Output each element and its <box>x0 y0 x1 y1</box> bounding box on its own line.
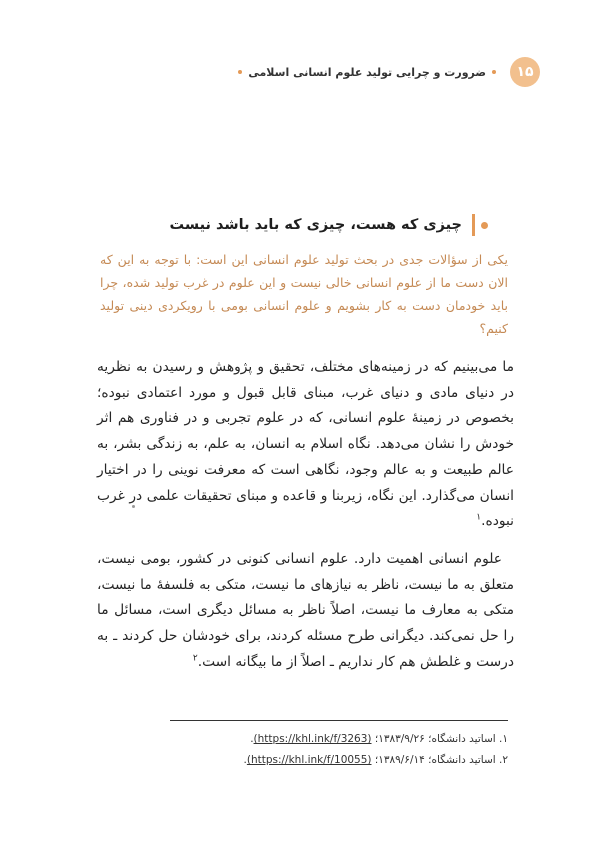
footnote-ref-2[interactable]: ۲ <box>192 653 198 664</box>
body-paragraph-2-text: علوم انسانی اهمیت دارد. علوم انسانی کنونی در کشور، بومی نیست، متعلق به ما نیست، ناظر به نیازهای ما نیست، متکی به فلسفهٔ ما نیست، متکی به معارف ما نیست، اصلاً ناظر به مسائل دیگری است، مسائل ما را حل نمی‌کند. دیگرانی طرح مسئله کردند، برای خودشان حل کردند ـ به درست و غلطش هم کار نداریم ـ اصلاً از ما بیگانه است. <box>97 551 514 670</box>
footnote-2-suffix: . <box>243 754 247 766</box>
footnote-1-prefix: ۱. اساتید دانشگاه؛ ۱۳۸۳/۹/۲۶؛ <box>374 733 508 745</box>
footnote-1 <box>150 730 508 748</box>
footnote-divider <box>170 720 508 721</box>
header-dot-right <box>492 70 496 74</box>
header-dot-left <box>238 70 242 74</box>
body-paragraph-1 <box>97 355 514 535</box>
running-title: ضرورت و چرایی تولید علوم انسانی اسلامی <box>248 65 486 79</box>
running-header <box>80 58 540 86</box>
footnote-2-link[interactable]: (https://khl.ink/f/10055) <box>246 754 372 766</box>
heading-bullet-icon <box>481 222 488 229</box>
body-paragraph-2 <box>97 547 514 676</box>
footnote-1-link[interactable]: (https://khl.ink/f/3263) <box>253 733 372 745</box>
footnote-1-suffix: . <box>250 733 254 745</box>
section-heading <box>169 212 488 238</box>
page-number-badge: ۱۵ <box>510 57 540 87</box>
footnote-2 <box>150 751 508 769</box>
section-heading-text: چیزی که هست، چیزی که باید باشد نیست <box>169 217 462 233</box>
footnote-ref-1[interactable]: ۱ <box>476 512 482 523</box>
question-paragraph: یکی از سؤالات جدی در بحث تولید علوم انسانی این است: با توجه به این که الان دست ما از علوم انسانی خالی نیست و این علوم در غرب تولید شده، چرا باید خودمان دست به کار بشویم و علوم انسانی بومی با رویکردی دینی تولید کنیم؟ <box>100 252 508 336</box>
margin-mark <box>132 505 135 508</box>
heading-accent-bar <box>472 214 475 236</box>
footnote-2-prefix: ۲. اساتید دانشگاه؛ ۱۳۸۹/۶/۱۴؛ <box>374 754 508 766</box>
body-paragraph-1-text: ما می‌بینیم که در زمینه‌های مختلف، تحقیق و پژوهش و رسیدن به نظریه در دنیای مادی و دنیای غرب، مبنای قابل قبول و مورد اعتمادی نبوده؛ بخصوص در زمینهٔ علوم انسانی، که در علوم تجربی و در فناوری هم اثر خودش را نشان می‌دهد. نگاه اسلام به انسان، به علم، به زندگی بشر، به عالم طبیعت و به عالم وجود، نگاهی است که معرفت نوینی را در اختیار انسان می‌گذارد. این نگاه، زیربنا و قاعده و مبنای تحقیقات علمی در غرب نبوده. <box>97 359 514 530</box>
